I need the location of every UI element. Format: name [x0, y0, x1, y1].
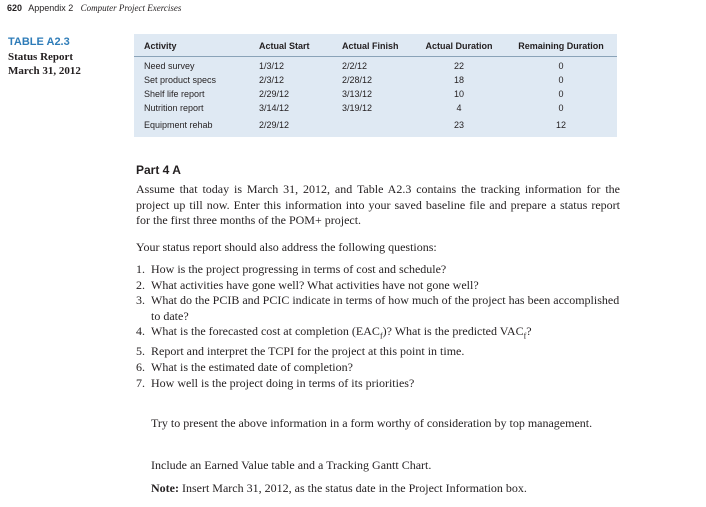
table-row	[134, 89, 617, 103]
include-paragraph: Include an Earned Value table and a Tracking Gantt Chart.	[151, 458, 432, 472]
cell-remaining-duration: 0	[558, 103, 564, 113]
cell-remaining-duration: 12	[555, 120, 566, 130]
list-item	[136, 360, 626, 376]
list-item	[136, 278, 626, 294]
running-head	[7, 3, 181, 13]
questions-intro: Your status report should also address the following questions:	[136, 240, 437, 254]
question-number: 1.	[136, 262, 145, 276]
question-text: How is the project progressing in terms of cost and schedule?	[151, 262, 447, 276]
cell-remaining-duration: 0	[558, 89, 564, 99]
cell-actual-duration: 23	[453, 120, 464, 130]
column-header-remaining-duration: Remaining Duration	[518, 41, 604, 51]
column-header-activity: Activity	[144, 41, 177, 51]
cell-actual-duration: 18	[453, 75, 464, 85]
table-caption-line-1: Status Report	[8, 51, 74, 63]
table-row	[134, 75, 617, 89]
cell-actual-duration: 4	[456, 103, 462, 113]
intro-paragraph: Assume that today is March 31, 2012, and Table A2.3 contains the tracking information for the project up till now. Enter this information into your saved baseline file and prepare a status report for the first three months of the POM+ project.	[136, 182, 620, 227]
question-text: What is the estimated date of completion?	[151, 359, 353, 374]
question-number: 6.	[136, 359, 145, 374]
table-label: TABLE A2.3	[8, 36, 70, 48]
section-heading: Part 4 A	[136, 163, 181, 177]
questions-list	[136, 262, 626, 391]
question-number: 2.	[136, 277, 145, 292]
note-text: Insert March 31, 2012, as the status date in the Project Information box.	[181, 481, 527, 495]
appendix-label: Appendix 2	[28, 3, 74, 13]
table-caption-line-2: March 31, 2012	[8, 65, 81, 77]
cell-activity: Need survey	[144, 61, 195, 71]
column-header-actual-duration: Actual Duration	[425, 41, 493, 51]
question-number: 3.	[136, 293, 145, 308]
question-text: What do the PCIB and PCIC indicate in terms of how much of the project has been accomplished to date?	[151, 293, 620, 323]
table-row	[134, 120, 617, 134]
note-label: Note:	[151, 481, 179, 495]
cell-activity: Set product specs	[144, 75, 217, 85]
question-number: 7.	[136, 375, 145, 390]
cell-remaining-duration: 0	[558, 75, 564, 85]
cell-actual-start: 2/29/12	[259, 120, 290, 130]
question-text: Report and interpret the TCPI for the project at this point in time.	[151, 344, 465, 359]
cell-actual-finish: 3/19/12	[342, 103, 373, 113]
question-text: How well is the project doing in terms of its priorities?	[151, 375, 415, 390]
try-paragraph: Try to present the above information in a form worthy of consideration by top management.	[151, 416, 593, 430]
column-header-actual-start: Actual Start	[259, 41, 310, 51]
cell-actual-duration: 10	[453, 89, 464, 99]
cell-actual-finish: 2/28/12	[342, 75, 373, 85]
cell-actual-start: 2/29/12	[259, 89, 290, 99]
cell-actual-start: 3/14/12	[259, 103, 290, 113]
cell-activity: Shelf life report	[144, 89, 205, 99]
cell-actual-finish: 2/2/12	[342, 61, 368, 71]
cell-actual-finish: 3/13/12	[342, 89, 373, 99]
column-header-actual-finish: Actual Finish	[342, 41, 399, 51]
cell-actual-start: 1/3/12	[259, 61, 285, 71]
cell-activity: Nutrition report	[144, 103, 204, 113]
table-caption	[8, 50, 81, 78]
table-row	[134, 103, 617, 117]
running-title: Computer Project Exercises	[80, 3, 182, 13]
cell-actual-start: 2/3/12	[259, 75, 285, 85]
list-item	[136, 262, 626, 278]
header-rule	[134, 56, 617, 57]
list-item	[136, 324, 626, 344]
question-text: What activities have gone well? What activities have not gone well?	[151, 277, 479, 292]
list-item	[136, 293, 626, 324]
list-item	[136, 376, 626, 392]
list-item	[136, 344, 626, 360]
cell-remaining-duration: 0	[558, 61, 564, 71]
question-text: What is the forecasted cost at completion $(EAC_f)$? What is the predicted $VAC_f$?	[151, 324, 532, 341]
question-number: 5.	[136, 344, 145, 359]
question-number: 4.	[136, 324, 145, 339]
table-row	[134, 61, 617, 75]
cell-actual-duration: 22	[453, 61, 464, 71]
cell-activity: Equipment rehab	[144, 120, 213, 130]
note-paragraph	[151, 481, 621, 497]
page-number: 620	[7, 3, 23, 13]
